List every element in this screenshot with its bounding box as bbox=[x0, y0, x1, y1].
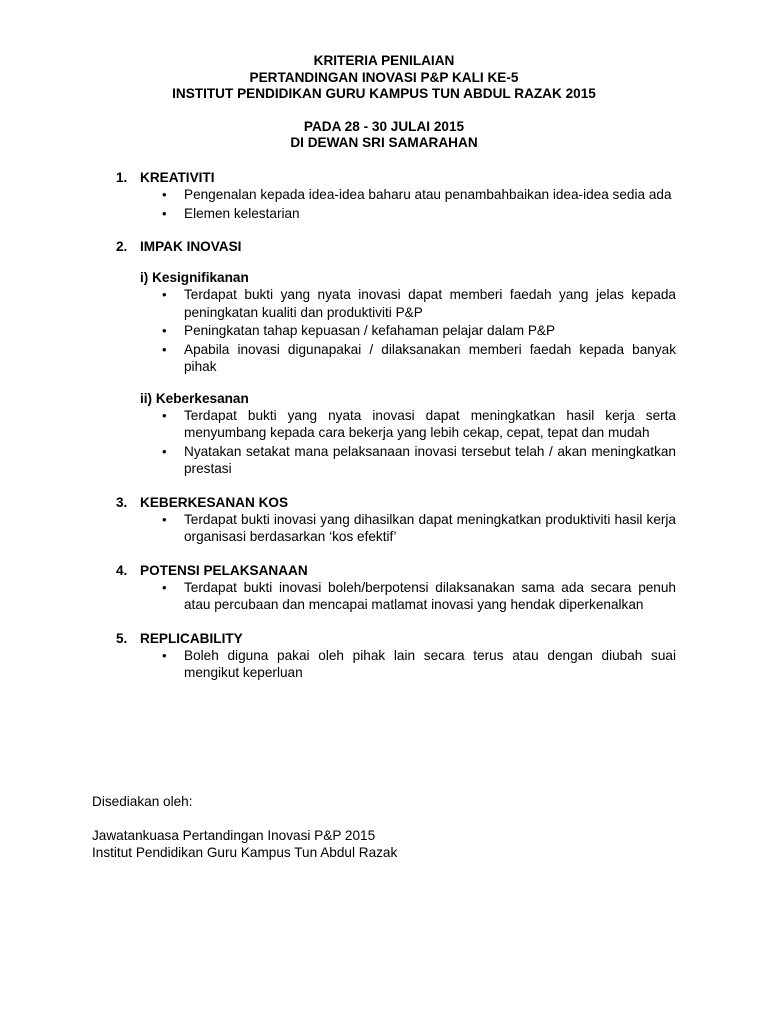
list-item: • Nyatakan setakat mana pelaksanaan inovasi tersebut telah / akan meningkatkan prestasi bbox=[162, 443, 676, 476]
section-number: 3. bbox=[116, 494, 128, 510]
section-heading bbox=[116, 630, 676, 647]
document-footer bbox=[92, 793, 397, 861]
bullet-icon: • bbox=[162, 579, 167, 595]
title-line-date: PADA 28 - 30 JULAI 2015 bbox=[303, 118, 465, 134]
section-title: REPLICABILITY bbox=[140, 630, 243, 646]
section-heading bbox=[116, 562, 676, 579]
bullet-icon: • bbox=[162, 341, 167, 357]
section-title: KREATIVITI bbox=[140, 170, 215, 185]
bullet-icon: • bbox=[162, 407, 167, 423]
bullet-icon: • bbox=[162, 647, 167, 663]
list-item: • Elemen kelestarian bbox=[162, 205, 300, 221]
bullet-list bbox=[116, 511, 676, 546]
section-number: 5. bbox=[116, 630, 128, 646]
section-number: 4. bbox=[116, 562, 128, 578]
bullet-list bbox=[116, 647, 676, 682]
bullet-icon: • bbox=[162, 187, 167, 202]
bullet-list bbox=[116, 186, 676, 222]
bullet-icon: • bbox=[162, 323, 167, 338]
section-potensi-pelaksanaan bbox=[116, 562, 676, 614]
section-heading bbox=[116, 169, 676, 186]
document-header bbox=[0, 53, 768, 152]
title-line-1: KRITERIA PENILAIAN bbox=[313, 53, 455, 68]
section-kreativiti bbox=[116, 169, 676, 222]
bullet-icon: • bbox=[162, 443, 167, 459]
list-item: • Apabila inovasi digunapakai / dilaksanakan memberi faedah kepada banyak pihak bbox=[162, 341, 676, 374]
criteria-list bbox=[116, 169, 676, 698]
bullet-list bbox=[116, 579, 676, 614]
title-line-2: PERTANDINGAN INOVASI P&P KALI KE-5 bbox=[249, 69, 519, 85]
bullet-icon: • bbox=[162, 205, 167, 221]
bullet-list bbox=[116, 407, 676, 478]
section-heading bbox=[116, 494, 676, 511]
subsection-heading-kesignifikanan: i) Kesignifikanan bbox=[140, 270, 249, 285]
section-title: KEBERKESANAN KOS bbox=[140, 494, 289, 510]
section-number: 2. bbox=[116, 239, 128, 254]
bullet-icon: • bbox=[162, 287, 167, 302]
institution-name: Institut Pendidikan Guru Kampus Tun Abdul Razak bbox=[92, 845, 398, 860]
section-title: IMPAK INOVASI bbox=[140, 239, 242, 254]
bullet-icon: • bbox=[162, 511, 167, 527]
subsection-heading-keberkesanan: ii) Keberkesanan bbox=[140, 390, 249, 406]
section-keberkesanan-kos bbox=[116, 494, 676, 546]
section-replicability bbox=[116, 630, 676, 682]
list-item: • Peningkatan tahap kepuasan / kefahaman pelajar dalam P&P bbox=[162, 323, 556, 338]
list-item: • Terdapat bukti yang nyata inovasi dapat memberi faedah yang jelas kepada peningkatan kualiti dan produktiviti P&P bbox=[162, 287, 676, 320]
list-item: • Terdapat bukti yang nyata inovasi dapat meningkatkan hasil kerja serta menyumbang kepada cara bekerja yang lebih cekap, cepat, tepat dan mudah bbox=[162, 407, 676, 440]
list-item: • Pengenalan kepada idea-idea baharu atau penambahbaikan idea-idea sedia ada bbox=[162, 187, 672, 202]
committee-name: Jawatankuasa Pertandingan Inovasi P&P 2015 bbox=[92, 828, 376, 843]
section-title: POTENSI PELAKSANAAN bbox=[140, 562, 308, 578]
section-impak-inovasi bbox=[116, 238, 676, 478]
list-item: • Terdapat bukti inovasi boleh/berpotensi dilaksanakan sama ada secara penuh atau percubaan dan mencapai matlamat inovasi yang hendak diperkenalkan bbox=[162, 579, 676, 612]
section-heading bbox=[116, 238, 676, 255]
section-number: 1. bbox=[116, 170, 128, 185]
list-item: • Boleh diguna pakai oleh pihak lain secara terus atau dengan diubah suai mengikut keperluan bbox=[162, 647, 676, 680]
prepared-by-label: Disediakan oleh: bbox=[92, 794, 193, 809]
title-line-venue: DI DEWAN SRI SAMARAHAN bbox=[290, 135, 478, 150]
title-line-3: INSTITUT PENDIDIKAN GURU KAMPUS TUN ABDUL RAZAK 2015 bbox=[172, 86, 596, 101]
list-item: • Terdapat bukti inovasi yang dihasilkan dapat meningkatkan produktiviti hasil kerja organisasi berdasarkan ‘kos efektif’ bbox=[162, 511, 676, 544]
bullet-list bbox=[116, 286, 676, 376]
